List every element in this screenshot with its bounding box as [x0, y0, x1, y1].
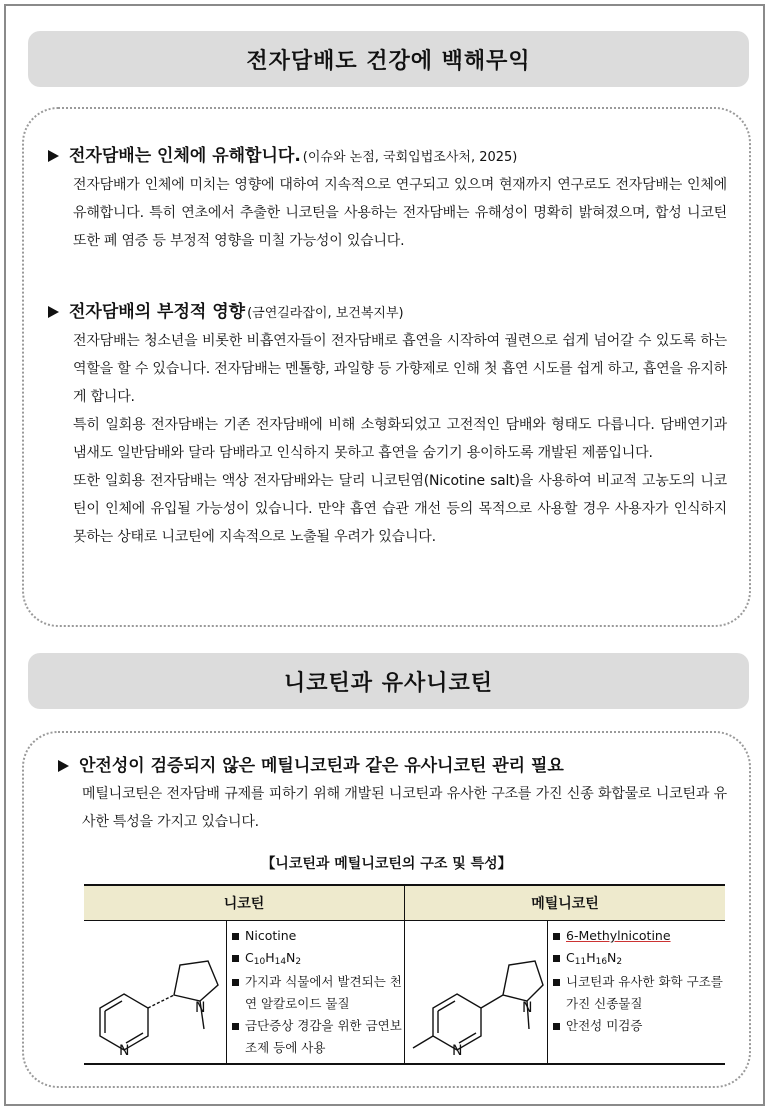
list-item-formula: C10H14N2	[231, 947, 402, 971]
nicotine-structure-diagram	[84, 921, 226, 1063]
column-header-nicotine: 니코틴	[84, 885, 405, 921]
nicotine-properties	[227, 921, 404, 1063]
item-heading: 전자담배의 부정적 영향	[69, 302, 246, 322]
section1-box	[22, 107, 751, 627]
nitrogen-label: N	[522, 1000, 533, 1016]
section1-title: 전자담배도 건강에 백해무익	[28, 31, 749, 87]
item-paragraph: 메틸니코틴은 전자담배 규제를 피하기 위해 개발된 니코틴과 유사한 구조를 가진 신종 화합물로 니코틴과 유사한 특성을 가지고 있습니다.	[82, 786, 727, 830]
comparison-table	[84, 884, 725, 1065]
triangle-bullet-icon	[48, 306, 59, 318]
item-heading: 전자담배는 인체에 유해합니다.	[69, 146, 301, 166]
item-heading: 안전성이 검증되지 않은 메틸니코틴과 같은 유사니코틴 관리 필요	[79, 756, 564, 776]
nitrogen-label: N	[195, 1000, 206, 1016]
nicotine-structure	[84, 921, 227, 1063]
item-paragraph: 특히 일회용 전자담배는 기존 전자담배에 비해 소형화되었고 고전적인 담배와 형태도 다릅니다. 담배연기과 냄새도 일반담배와 달라 담배라고 인식하지 못하고 흡연을 숨기기 용이하도록 개발된 제품입니다.	[73, 417, 727, 461]
item-paragraph: 또한 일회용 전자담배는 액상 전자담배와는 달리 니코틴염(Nicotine salt)을 사용하여 비교적 고농도의 니코틴이 인체에 유입될 가능성이 있습니다. 만약 흡연 습관 개선 등의 목적으로 사용할 경우 사용자가 인식하지 못하는 상태로 니코틴에 지속적으로 노출될 우려가 있습니다.	[73, 473, 727, 545]
item-source: (이슈와 논점, 국회입법조사처, 2025)	[302, 150, 518, 165]
list-item: Nicotine	[231, 925, 402, 947]
list-item: 가지과 식물에서 발견되는 천연 알칼로이드 물질	[231, 971, 402, 1015]
column-header-methylnicotine: 메틸니코틴	[405, 885, 726, 921]
item-negative-effects	[24, 297, 749, 551]
nitrogen-label: N	[452, 1043, 463, 1059]
item-pseudo-nicotine	[24, 751, 749, 836]
methylnicotine-properties	[548, 921, 725, 1063]
list-item: 니코틴과 유사한 화학 구조를 가진 신종물질	[552, 971, 723, 1015]
methylnicotine-cell	[405, 921, 726, 1065]
nitrogen-label: N	[119, 1043, 130, 1059]
item-source: (금연길라잡이, 보건복지부)	[247, 306, 404, 321]
list-item: 6-Methylnicotine	[552, 925, 723, 947]
list-item: 안전성 미검증	[552, 1015, 723, 1037]
section2-title: 니코틴과 유사니코틴	[28, 653, 749, 709]
methylnicotine-structure-diagram	[405, 921, 547, 1063]
list-item: 금단증상 경감을 위한 금연보조제 등에 사용	[231, 1015, 402, 1059]
section2-box	[22, 731, 751, 1088]
triangle-bullet-icon	[58, 760, 69, 772]
triangle-bullet-icon	[48, 150, 59, 162]
item-harmful	[24, 141, 749, 255]
table-caption: 【니코틴과 메틸니코틴의 구조 및 특성】	[261, 856, 512, 872]
item-paragraph: 전자담배는 청소년을 비롯한 비흡연자들이 전자담배로 흡연을 시작하여 궐련으로 쉽게 넘어갈 수 있도록 하는 역할을 할 수 있습니다. 전자담배는 멘톨향, 과일향 등 가향제로 인해 첫 흡연 시도를 쉽게 하고, 흡연을 유지하게 합니다.	[73, 333, 727, 405]
nicotine-cell	[84, 921, 405, 1065]
methylnicotine-structure	[405, 921, 548, 1063]
item-paragraph: 전자담배가 인체에 미치는 영향에 대하여 지속적으로 연구되고 있으며 현재까지 연구로도 전자담배는 인체에 유해합니다. 특히 연초에서 추출한 니코틴을 사용하는 전자담배는 유해성이 명확히 밝혀졌으며, 합성 니코틴 또한 폐 염증 등 부정적 영향을 미칠 가능성이 있습니다.	[73, 177, 727, 249]
list-item-formula: C11H16N2	[552, 947, 723, 971]
